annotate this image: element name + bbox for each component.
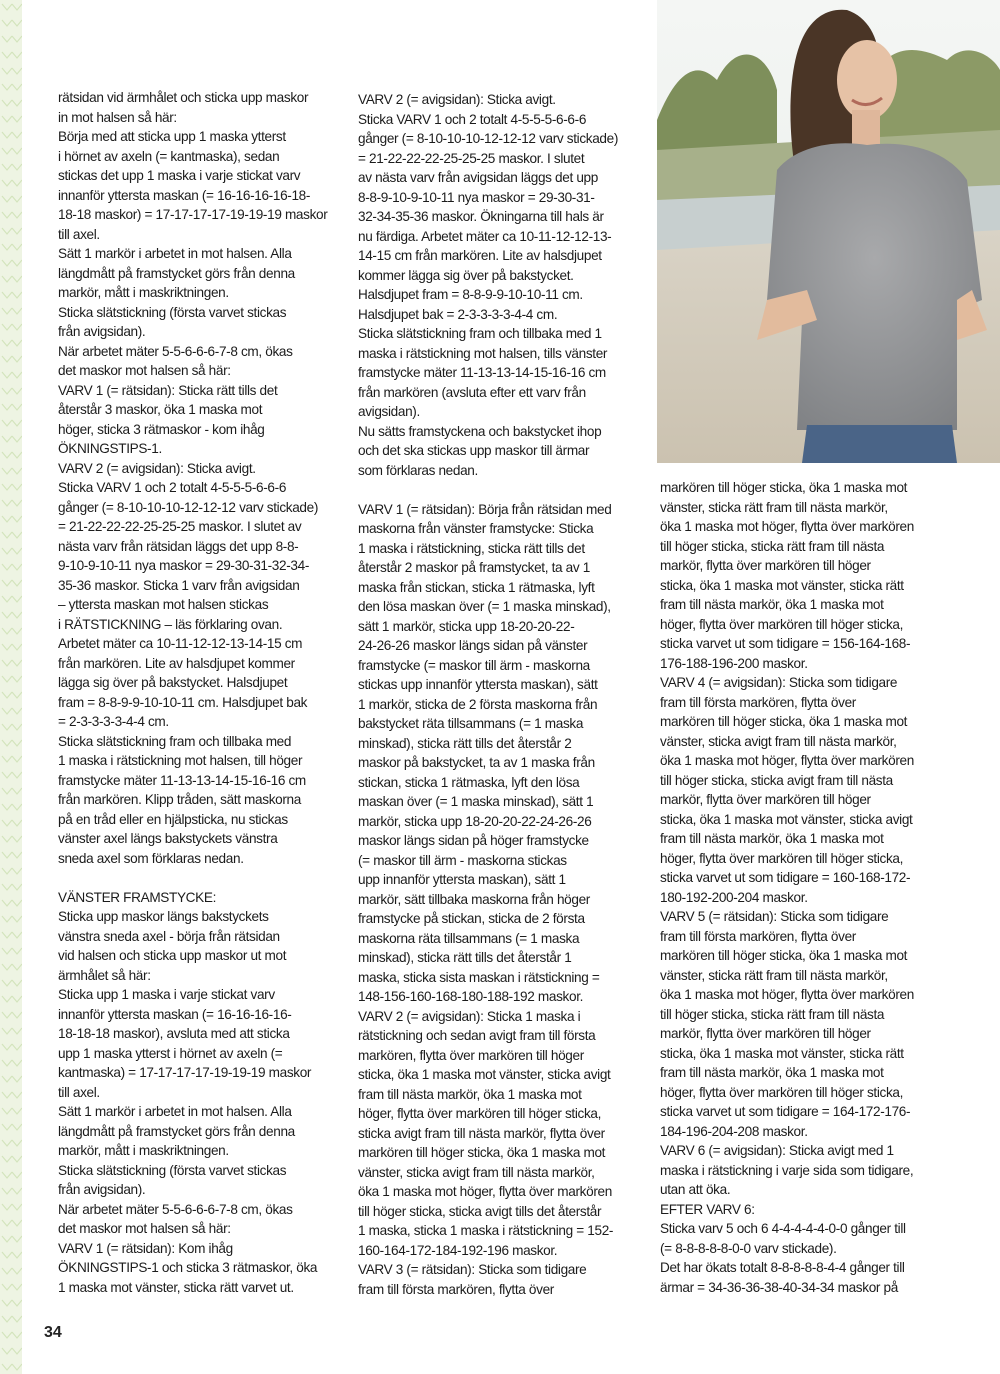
- text-line: höger, sticka 3 rätmaskor - kom ihåg: [58, 421, 265, 437]
- text-line: VARV 3 (= rätsidan): Sticka som tidigare: [358, 1262, 587, 1277]
- text-line: Sticka slätstickning (första varvet stickas: [58, 304, 287, 320]
- text-line: från markören. Klipp tråden, sätt maskorna: [58, 792, 301, 807]
- text-line: sticka avigt fram till nästa markör, flytta över: [358, 1125, 605, 1141]
- photo-woman-in-grey-sweater: [657, 0, 1000, 463]
- text-line: höger, flytta över markören till höger sticka,: [358, 1106, 602, 1121]
- text-line: VARV 6 (= avigsidan): Sticka avigt med 1: [660, 1143, 894, 1158]
- text-line: 1 maska i rätstickning mot halsen, till höger: [58, 753, 303, 768]
- text-line: sticka, öka 1 maska mot vänster, sticka rätt: [660, 1045, 904, 1061]
- text-line: till axel.: [58, 1084, 100, 1100]
- text-line: fram till nästa markör, öka 1 maska mot: [358, 1086, 582, 1102]
- text-line: sticka varvet ut som tidigare = 156-164-168-: [660, 636, 911, 651]
- text-line: av nästa varv från avigsidan läggs det upp: [358, 170, 598, 185]
- text-line: till axel.: [58, 226, 100, 242]
- text-line: höger, flytta över markören till höger sticka,: [660, 1084, 904, 1100]
- text-line: Det har ökats totalt 8-8-8-8-8-4-4 gånger till: [660, 1260, 905, 1275]
- text-line: 160-164-172-184-192-196 maskor.: [358, 1242, 558, 1258]
- text-line: öka 1 maska mot höger, flytta över markören: [660, 987, 914, 1002]
- text-line: ärmhålet så här:: [58, 967, 151, 983]
- text-line: från markören (avsluta efter ett varv från: [358, 384, 586, 400]
- text-line: VARV 5 (= rätsidan): Sticka som tidigare: [660, 909, 889, 924]
- text-line: fram till nästa markör, öka 1 maska mot: [660, 1065, 884, 1080]
- text-line: innanför yttersta maskan (= 16-16-16-16-18-: [58, 187, 311, 203]
- text-line: upp 1 maska ytterst i hörnet av axeln (=: [58, 1045, 283, 1061]
- text-line: minskad), sticka rätt tills det återstår 2: [358, 735, 572, 751]
- text-line: VARV 1 (= rätsidan): Börja från rätsidan med: [358, 501, 612, 517]
- text-line: 184-196-204-208 maskor.: [660, 1123, 808, 1139]
- text-line: VARV 4 (= avigsidan): Sticka som tidigare: [660, 675, 898, 690]
- page-number: 34: [44, 1324, 62, 1341]
- text-line: ÖKNINGSTIPS-1.: [58, 441, 162, 456]
- text-line: markören till höger sticka, öka 1 maska mot: [660, 480, 908, 495]
- text-line: sneda axel som förklaras nedan.: [58, 850, 244, 866]
- text-line: innanför yttersta maskan (= 16-16-16-16-: [58, 1006, 292, 1022]
- text-line: fram till första markören, flytta över: [660, 694, 856, 710]
- text-line: rätsidan vid ärmhålet och sticka upp maskor: [58, 90, 309, 105]
- text-line: [358, 480, 648, 500]
- text-line: markör, flytta över markören till höger: [660, 1026, 871, 1041]
- text-line: Sätt 1 markör i arbetet in mot halsen. Alla: [58, 1104, 292, 1119]
- text-line: från markören. Lite av halsdjupet kommer: [58, 655, 295, 671]
- text-line: 32-34-35-36 maskor. Ökningarna till hals är: [358, 209, 604, 224]
- text-line: det maskor mot halsen så här:: [58, 363, 231, 378]
- text-line: = 21-22-22-22-25-25-25 maskor. I slutet: [358, 150, 585, 166]
- text-line: som förklaras nedan.: [358, 462, 478, 478]
- text-line: markör, mått i maskriktningen.: [58, 285, 229, 300]
- text-line: stickas det upp 1 maska i varje stickat varv: [58, 168, 301, 183]
- text-line: markör, sätt tillbaka maskorna från höger: [358, 891, 590, 907]
- text-line: vänstra sneda axel - börja från rätsidan: [58, 928, 280, 944]
- text-line: Börja med att sticka upp 1 maska ytterst: [58, 129, 286, 144]
- text-line: markör, flytta över markören till höger: [660, 792, 871, 807]
- text-line: maska från stickan, sticka 1 rätmaska, lyft: [358, 579, 595, 595]
- text-line: vänster, sticka rätt fram till nästa markör,: [660, 967, 888, 983]
- text-line: framstycke mäter 11-13-13-14-15-16-16 cm: [58, 772, 306, 788]
- text-line: i hörnet av axeln (= kantmaska), sedan: [58, 148, 280, 164]
- text-line: kommer lägga sig över på bakstycket.: [358, 267, 574, 283]
- text-line: Sticka slätstickning fram och tillbaka med: [58, 733, 292, 749]
- text-line: fram till första markören, flytta över: [660, 928, 856, 944]
- text-line: fram till nästa markör, öka 1 maska mot: [660, 831, 884, 846]
- text-line: maskorna räta tillsammans (= 1 maska: [358, 930, 580, 946]
- text-line: framstycke på stickan, sticka de 2 första: [358, 911, 585, 926]
- text-line: maskor på bakstycket, ta av 1 maska från: [358, 755, 595, 770]
- text-line: VARV 2 (= avigsidan): Sticka avigt.: [358, 92, 556, 107]
- text-line: VARV 1 (= rätsidan): Sticka rätt tills det: [58, 382, 278, 398]
- text-line: Sticka varv 5 och 6 4-4-4-4-4-0-0 gånger till: [660, 1221, 906, 1236]
- text-line: Arbetet mäter ca 10-11-12-12-13-14-15 cm: [58, 636, 303, 651]
- text-line: längdmått på framstycket görs från denna: [58, 265, 295, 281]
- text-line: 176-188-196-200 maskor.: [660, 655, 808, 671]
- text-line: höger, flytta över markören till höger sticka,: [660, 850, 904, 866]
- text-line: 24-26-26 maskor längs sidan på vänster: [358, 638, 588, 653]
- text-line: gånger (= 8-10-10-10-12-12-12 varv stickade): [58, 499, 319, 515]
- text-line: När arbetet mäter 5-5-6-6-6-7-8 cm, ökas: [58, 1201, 293, 1217]
- text-line: stickas upp innanför yttersta maskan), sätt: [358, 677, 598, 692]
- text-line: – yttersta maskan mot halsen stickas: [58, 597, 269, 612]
- text-line: och det ska stickas upp maskor till ärmar: [358, 443, 590, 458]
- text-line: Sticka VARV 1 och 2 totalt 4-5-5-5-6-6-6: [58, 480, 287, 495]
- text-line: öka 1 maska mot höger, flytta över markören: [660, 519, 914, 534]
- text-line: 18-18 maskor) = 17-17-17-17-19-19-19 maskor: [58, 207, 328, 222]
- text-column-3: [660, 478, 950, 1297]
- text-line: utan att öka.: [660, 1182, 731, 1197]
- text-line: VARV 2 (= avigsidan): Sticka avigt.: [58, 460, 256, 476]
- text-line: framstycke mäter 11-13-13-14-15-16-16 cm: [358, 365, 606, 380]
- text-line: maskor längs sidan på höger framstycke: [358, 833, 589, 848]
- text-line: vänster, sticka rätt fram till nästa markör,: [660, 499, 888, 515]
- text-line: EFTER VARV 6:: [660, 1201, 755, 1217]
- text-line: VARV 1 (= rätsidan): Kom ihåg: [58, 1240, 233, 1256]
- text-line: 1 markör, sticka de 2 första maskorna från: [358, 696, 598, 712]
- text-line: den lösa maskan över (= 1 maska minskad),: [358, 599, 611, 614]
- text-line: 1 maska i rätstickning, sticka rätt tills det: [358, 540, 585, 556]
- text-line: fram till första markören, flytta över: [358, 1281, 554, 1297]
- text-line: Sticka VARV 1 och 2 totalt 4-5-5-5-6-6-6: [358, 111, 587, 127]
- text-line: Nu sätts framstyckena och bakstycket ihop: [358, 423, 602, 439]
- text-line: Sätt 1 markör i arbetet in mot halsen. Alla: [58, 246, 292, 261]
- text-line: fram till nästa markör, öka 1 maska mot: [660, 597, 884, 612]
- text-line: avigsidan).: [358, 404, 420, 419]
- text-line: höger, flytta över markören till höger sticka,: [660, 616, 904, 632]
- text-line: markören, flytta över markören till höger: [358, 1047, 584, 1063]
- text-line: från avigsidan).: [58, 1182, 146, 1197]
- text-line: markören till höger sticka, öka 1 maska mot: [358, 1145, 606, 1160]
- text-line: nu färdiga. Arbetet mäter ca 10-11-12-12-13-: [358, 228, 612, 244]
- text-line: Sticka slätstickning fram och tillbaka med 1: [358, 326, 602, 341]
- text-line: sticka, öka 1 maska mot vänster, sticka avigt: [660, 811, 913, 827]
- text-line: sätt 1 markör, sticka upp 18-20-20-22-: [358, 618, 575, 634]
- text-line: markör, sticka upp 18-20-20-22-24-26-26: [358, 813, 592, 829]
- text-line: VÄNSTER FRAMSTYCKE:: [58, 889, 217, 905]
- text-line: maska i rätstickning i varje sida som tidigare,: [660, 1162, 914, 1178]
- text-line: ärmar = 34-36-36-38-40-34-34 maskor på: [660, 1279, 898, 1295]
- text-line: vänster, sticka avigt fram till nästa markör,: [660, 733, 897, 749]
- text-line: minskad), sticka rätt tills det återstår 1: [358, 950, 572, 965]
- text-line: till höger sticka, sticka avigt fram till nästa: [660, 772, 893, 788]
- text-line: vid halsen och sticka upp maskor ut mot: [58, 948, 287, 963]
- text-column-2: [358, 90, 648, 1299]
- text-line: in mot halsen så här:: [58, 109, 177, 125]
- text-line: 14-15 cm från markören. Lite av halsdjupet: [358, 248, 602, 263]
- chevron-pattern-icon: [0, 0, 22, 1374]
- text-line: längdmått på framstycket görs från denna: [58, 1123, 295, 1139]
- text-line: = 2-3-3-3-3-4-4 cm.: [58, 714, 169, 729]
- text-line: vänster, sticka avigt fram till nästa markör,: [358, 1164, 595, 1180]
- text-line: (= maskor till ärm - maskorna stickas: [358, 852, 567, 868]
- text-line: maska, sticka sista maskan i rätstickning =: [358, 969, 600, 985]
- text-line: ÖKNINGSTIPS-1 och sticka 3 rätmaskor, öka: [58, 1260, 318, 1275]
- text-line: När arbetet mäter 5-5-6-6-6-7-8 cm, ökas: [58, 343, 293, 359]
- text-line: det maskor mot halsen så här:: [58, 1221, 231, 1236]
- text-line: = 21-22-22-22-25-25-25 maskor. I slutet av: [58, 519, 302, 534]
- text-line: Sticka slätstickning (första varvet stickas: [58, 1162, 287, 1178]
- text-line: maskan över (= 1 maska minskad), sätt 1: [358, 794, 594, 809]
- text-line: Halsdjupet bak = 2-3-3-3-3-4-4 cm.: [358, 306, 558, 322]
- text-line: till höger sticka, sticka avigt tills det återstår: [358, 1203, 602, 1219]
- text-line: markör, mått i maskriktningen.: [58, 1143, 229, 1158]
- text-line: 1 maska, sticka 1 maska i rätstickning = 152-: [358, 1223, 614, 1238]
- text-line: sticka, öka 1 maska mot vänster, sticka rätt: [660, 577, 904, 593]
- text-line: 148-156-160-168-180-188-192 maskor.: [358, 989, 584, 1004]
- text-line: maska i rätstickning mot halsen, tills vänster: [358, 345, 608, 361]
- text-line: från avigsidan).: [58, 324, 146, 339]
- text-line: öka 1 maska mot höger, flytta över markören: [660, 753, 914, 768]
- text-line: på en tråd eller en hjälpsticka, nu stickas: [58, 811, 288, 827]
- text-line: (= 8-8-8-8-8-0-0 varv stickade).: [660, 1240, 837, 1256]
- text-line: Sticka upp maskor längs bakstyckets: [58, 909, 269, 924]
- text-line: till höger sticka, sticka rätt fram till nästa: [660, 1006, 885, 1022]
- text-line: gånger (= 8-10-10-10-12-12-12 varv stickade): [358, 131, 619, 146]
- text-line: VARV 2 (= avigsidan): Sticka 1 maska i: [358, 1008, 581, 1024]
- text-line: 180-192-200-204 maskor.: [660, 889, 808, 905]
- text-line: maskorna från vänster framstycke: Sticka: [358, 521, 594, 536]
- text-line: kantmaska) = 17-17-17-17-19-19-19 maskor: [58, 1065, 312, 1080]
- text-line: [58, 868, 340, 888]
- text-line: 35-36 maskor. Sticka 1 varv från avigsidan: [58, 577, 300, 593]
- text-line: till höger sticka, sticka rätt fram till nästa: [660, 538, 885, 554]
- text-line: markören till höger sticka, öka 1 maska mot: [660, 714, 908, 729]
- text-line: sticka varvet ut som tidigare = 160-168-172-: [660, 870, 911, 885]
- text-line: 1 maska mot vänster, sticka rätt varvet ut.: [58, 1279, 294, 1295]
- text-line: öka 1 maska mot höger, flytta över markören: [358, 1184, 612, 1199]
- text-line: i RÄTSTICKNING – läs förklaring ovan.: [58, 616, 283, 632]
- text-line: Halsdjupet fram = 8-8-9-9-10-10-11 cm.: [358, 287, 583, 302]
- text-line: fram = 8-8-9-9-10-10-11 cm. Halsdjupet bak: [58, 694, 308, 710]
- text-line: 18-18-18 maskor), avsluta med att sticka: [58, 1026, 290, 1041]
- text-line: 9-10-9-10-11 nya maskor = 29-30-31-32-34-: [58, 558, 309, 573]
- text-line: bakstycket räta tillsammans (= 1 maska: [358, 716, 584, 731]
- text-line: återstår 3 maskor, öka 1 maska mot: [58, 402, 263, 417]
- text-line: markören till höger sticka, öka 1 maska mot: [660, 948, 908, 963]
- decorative-border-strip: [0, 0, 22, 1374]
- text-line: framstycke (= maskor till ärm - maskorna: [358, 657, 590, 673]
- text-line: sticka, öka 1 maska mot vänster, sticka avigt: [358, 1067, 611, 1082]
- text-line: vänster axel längs bakstyckets vänstra: [58, 831, 278, 846]
- text-line: stickan, sticka 1 rätmaska, lyft den lösa: [358, 774, 580, 790]
- text-line: 8-8-9-10-9-10-11 nya maskor = 29-30-31-: [358, 189, 595, 205]
- text-line: nästa varv från rätsidan läggs det upp 8-8-: [58, 538, 299, 554]
- text-line: Sticka upp 1 maska i varje stickat varv: [58, 987, 275, 1002]
- text-line: markör, flytta över markören till höger: [660, 558, 871, 573]
- text-line: återstår 2 maskor på framstycket, ta av 1: [358, 560, 590, 575]
- text-line: sticka varvet ut som tidigare = 164-172-176-: [660, 1104, 911, 1119]
- text-line: lägga sig över på bakstycket. Halsdjupet: [58, 675, 288, 690]
- text-line: rätstickning och sedan avigt fram till första: [358, 1028, 596, 1043]
- text-line: upp innanför yttersta maskan), sätt 1: [358, 872, 566, 887]
- text-column-1: [58, 88, 340, 1297]
